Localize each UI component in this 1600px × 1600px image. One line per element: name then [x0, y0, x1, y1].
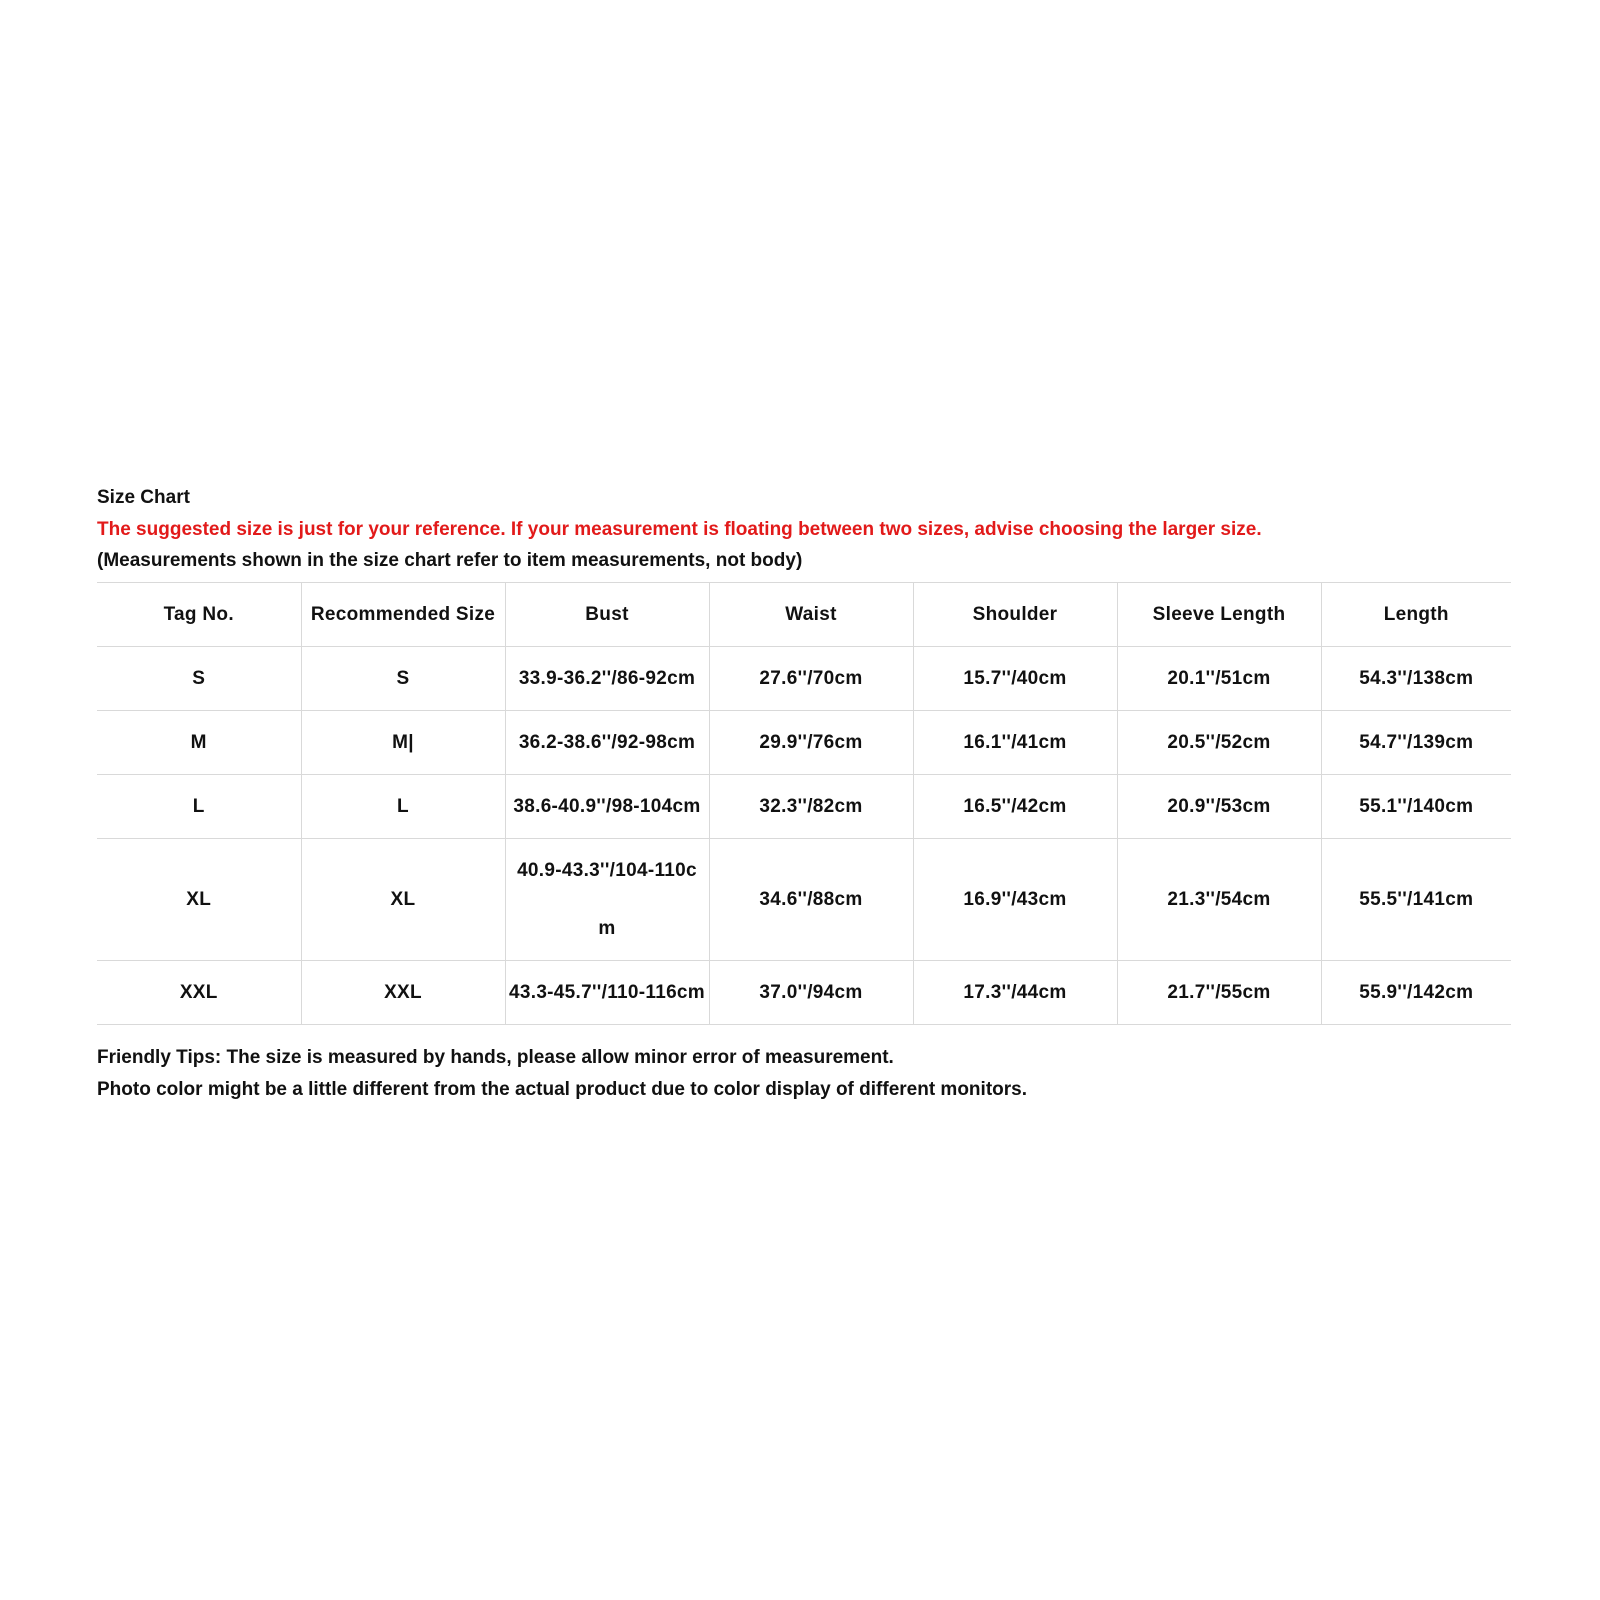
cell-bust-text: 40.9-43.3''/104-110cm: [517, 859, 697, 939]
cell-length: 55.9''/142cm: [1321, 961, 1511, 1025]
measurement-note: (Measurements shown in the size chart refer to item measurements, not body): [97, 550, 803, 571]
cell-recommended: XL: [301, 839, 505, 961]
table-row: [97, 839, 1511, 961]
table-row: [97, 711, 1511, 775]
column-header-shoulder: Shoulder: [913, 583, 1117, 647]
cell-shoulder: 16.5''/42cm: [913, 775, 1117, 839]
friendly-tips: [97, 1042, 1511, 1106]
cell-sleeve-length: 21.3''/54cm: [1117, 839, 1321, 961]
cell-waist: 29.9''/76cm: [709, 711, 913, 775]
cell-tag: M: [97, 711, 301, 775]
cell-length: 54.7''/139cm: [1321, 711, 1511, 775]
cell-tag: XL: [97, 839, 301, 961]
page-title: Size Chart: [97, 487, 190, 508]
cell-bust: 43.3-45.7''/110-116cm: [505, 961, 709, 1025]
cell-recommended: S: [301, 647, 505, 711]
cell-waist: 37.0''/94cm: [709, 961, 913, 1025]
cell-sleeve-length: 20.1''/51cm: [1117, 647, 1321, 711]
cell-shoulder: 16.1''/41cm: [913, 711, 1117, 775]
size-advice-notice: The suggested size is just for your reference. If your measurement is floating between two sizes, advise choosing the larger size.: [97, 519, 1262, 540]
cell-recommended: M|: [301, 711, 505, 775]
size-chart-sheet: [97, 486, 1511, 1106]
cell-tag: XXL: [97, 961, 301, 1025]
cell-bust: 36.2-38.6''/92-98cm: [505, 711, 709, 775]
column-header-bust: Bust: [505, 583, 709, 647]
cell-length: 55.5''/141cm: [1321, 839, 1511, 961]
table-row: [97, 961, 1511, 1025]
cell-bust: 38.6-40.9''/98-104cm: [505, 775, 709, 839]
cell-length: 54.3''/138cm: [1321, 647, 1511, 711]
cell-sleeve-length: 20.9''/53cm: [1117, 775, 1321, 839]
cell-bust: 33.9-36.2''/86-92cm: [505, 647, 709, 711]
cell-sleeve-length: 20.5''/52cm: [1117, 711, 1321, 775]
column-header-length: Length: [1321, 583, 1511, 647]
cell-bust: [505, 839, 709, 961]
cell-shoulder: 16.9''/43cm: [913, 839, 1117, 961]
cell-tag: S: [97, 647, 301, 711]
table-header-row: [97, 583, 1511, 647]
cell-recommended: XXL: [301, 961, 505, 1025]
cell-shoulder: 17.3''/44cm: [913, 961, 1117, 1025]
cell-tag: L: [97, 775, 301, 839]
cell-recommended: L: [301, 775, 505, 839]
cell-waist: 27.6''/70cm: [709, 647, 913, 711]
column-header-tag: Tag No.: [97, 583, 301, 647]
table-row: [97, 647, 1511, 711]
tip-measurement: Friendly Tips: The size is measured by hands, please allow minor error of measurement.: [97, 1047, 894, 1068]
cell-shoulder: 15.7''/40cm: [913, 647, 1117, 711]
cell-waist: 32.3''/82cm: [709, 775, 913, 839]
column-header-sleeve-length: Sleeve Length: [1117, 583, 1321, 647]
column-header-recommended: Recommended Size: [301, 583, 505, 647]
cell-waist: 34.6''/88cm: [709, 839, 913, 961]
cell-sleeve-length: 21.7''/55cm: [1117, 961, 1321, 1025]
size-table: [97, 582, 1511, 1025]
tip-color: Photo color might be a little different from the actual product due to color display of different monitors.: [97, 1079, 1027, 1100]
cell-length: 55.1''/140cm: [1321, 775, 1511, 839]
table-row: [97, 775, 1511, 839]
column-header-waist: Waist: [709, 583, 913, 647]
